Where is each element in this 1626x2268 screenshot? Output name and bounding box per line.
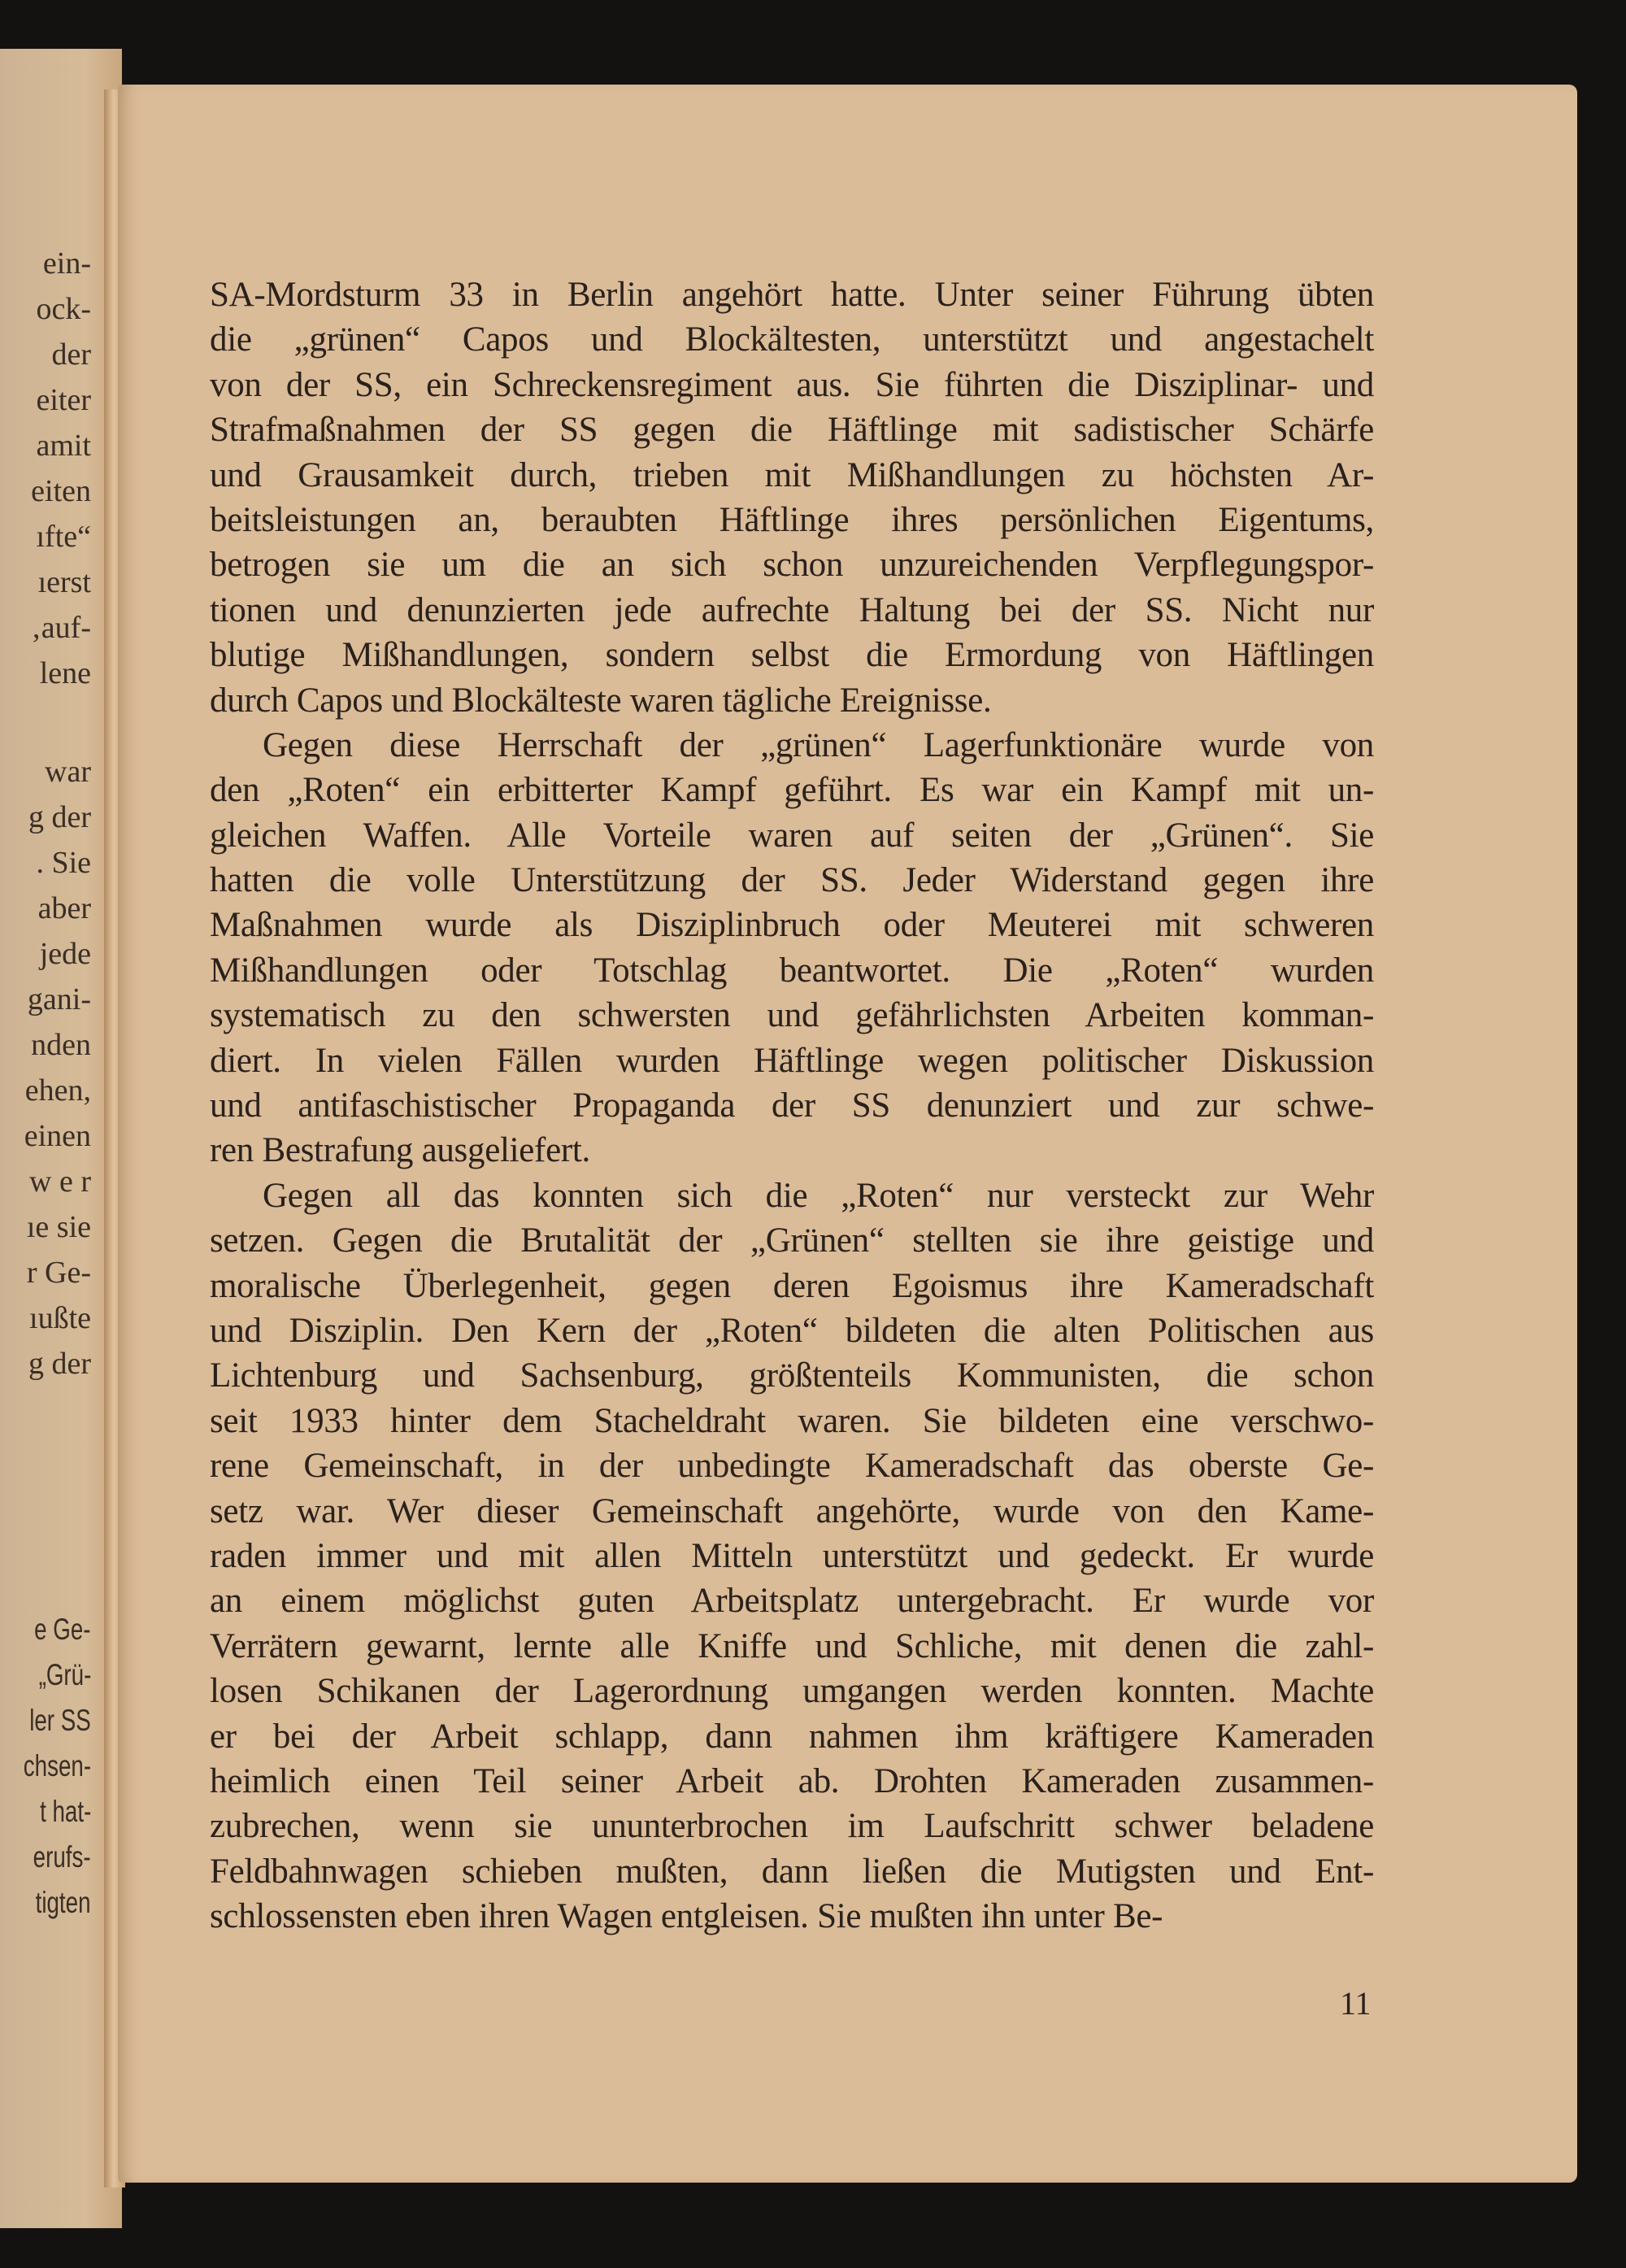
left-page-fragment: w e r [29,1164,91,1199]
text-line: losen Schikanen der Lagerordnung umgangen werden konnten. Machte [210,1672,1374,1711]
text-line: den „Roten“ ein erbitterter Kampf geführt. Es war ein Kampf mit un- [210,771,1374,810]
text-line: schlossensten eben ihren Wagen entgleisen. Sie mußten ihn unter Be- [210,1897,1163,1936]
left-page-fragment: ‚auf- [31,611,91,645]
paragraph [210,723,1374,1173]
text-line: Gegen diese Herrschaft der „grünen“ Lagerfunktionäre wurde von [263,725,1374,764]
left-page-fragment: ock- [36,292,91,326]
text-line: Strafmaßnahmen der SS gegen die Häftlinge mit sadistischer Schärfe [210,411,1374,450]
text-line: die „grünen“ Capos und Blockältesten, unterstützt und angestachelt [210,320,1374,359]
left-page-fragment: ler SS [29,1704,91,1737]
left-page-fragment: jede [39,937,91,971]
left-page-fragment: g der [28,1347,91,1381]
left-page-fragment: einen [24,1119,91,1153]
text-line: blutige Mißhandlungen, sondern selbst die Ermordung von Häftlingen [210,636,1374,675]
left-page-fragment: aber [37,891,91,925]
text-line: Feldbahnwagen schieben mußten, dann ließen die Mutigsten und Ent- [210,1852,1374,1891]
left-page-fragment: gani- [27,982,91,1016]
text-line: Verrätern gewarnt, lernte alle Kniffe und Schliche, mit denen die zahl- [210,1626,1374,1665]
left-page-fragment: lene [39,656,91,690]
text-line: Gegen all das konnten sich die „Roten“ nur versteckt zur Wehr [263,1176,1374,1215]
text-line: zubrechen, wenn sie ununterbrochen im Laufschritt schwer beladene [210,1807,1374,1846]
text-line: Maßnahmen wurde als Disziplinbruch oder Meuterei mit schweren [210,906,1374,945]
text-line: gleichen Waffen. Alle Vorteile waren auf seiten der „Grünen“. Sie [210,816,1374,855]
left-page-fragment: eiten [31,474,91,508]
page-number: 11 [1340,1985,1372,2022]
body-text [210,272,1374,1939]
text-line: ren Bestrafung ausgeliefert. [210,1131,590,1170]
text-line: diert. In vielen Fällen wurden Häftlinge wegen politischer Diskussion [210,1041,1374,1080]
left-page-fragment: amit [36,429,91,463]
text-line: setz war. Wer dieser Gemeinschaft angehörte, wurde von den Kame- [210,1491,1374,1530]
paragraph [210,1173,1374,1939]
text-line: beitsleistungen an, beraubten Häftlinge ihres persönlichen Eigentums, [210,500,1374,539]
left-page-fragment: r Ge- [26,1256,91,1290]
left-page-fragment: tigten [36,1886,91,1919]
left-page-fragment: g der [28,800,91,834]
left-page-fragment: nden [31,1028,91,1062]
text-line: an einem möglichst guten Arbeitsplatz untergebracht. Er wurde vor [210,1582,1374,1621]
text-line: systematisch zu den schwersten und gefährlichsten Arbeiten komman- [210,996,1374,1035]
text-line: raden immer und mit allen Mitteln unterstützt und gedeckt. Er wurde [210,1536,1374,1575]
left-page-fragment: chsen- [23,1749,91,1783]
left-page-fragment: ıußte [29,1301,91,1335]
text-line: seit 1933 hinter dem Stacheldraht waren. Sie bildeten eine verschwo- [210,1401,1374,1440]
text-line: Mißhandlungen oder Totschlag beantwortet. Die „Roten“ wurden [210,951,1374,990]
left-page-fragment: e Ge- [34,1613,91,1646]
text-line: hatten die volle Unterstützung der SS. Jeder Widerstand gegen ihre [210,861,1374,900]
text-line: und Disziplin. Den Kern der „Roten“ bildeten die alten Politischen aus [210,1311,1374,1350]
left-page-fragment: ıfte“ [36,520,91,554]
left-page-fragment: erufs- [33,1840,91,1874]
text-line: durch Capos und Blockälteste waren tägliche Ereignisse. [210,681,992,720]
text-line: tionen und denunzierten jede aufrechte Haltung bei der SS. Nicht nur [210,590,1374,629]
left-page-fragment: ein- [42,246,91,281]
text-line: rene Gemeinschaft, in der unbedingte Kameradschaft das oberste Ge- [210,1447,1374,1486]
left-page-fragment: ıerst [37,565,91,599]
text-line: von der SS, ein Schreckensregiment aus. Sie führten die Disziplinar- und [210,365,1374,404]
text-line: und antifaschistischer Propaganda der SS denunziert und zur schwe- [210,1086,1374,1125]
text-line: heimlich einen Teil seiner Arbeit ab. Drohten Kameraden zusammen- [210,1761,1374,1800]
paragraph [210,272,1374,723]
text-line: Lichtenburg und Sachsenburg, größtenteils Kommunisten, die schon [210,1356,1374,1395]
left-page-fragment: „Grü- [38,1658,91,1691]
text-line: SA-Mordsturm 33 in Berlin angehört hatte. Unter seiner Führung übten [210,276,1374,314]
left-page-fragment: t hat- [39,1795,91,1828]
left-page-fragment: . Sie [36,846,91,880]
text-line: er bei der Arbeit schlapp, dann nahmen ihm kräftigere Kameraden [210,1717,1374,1756]
left-page-fragment: war [45,755,91,789]
text-line: moralische Überlegenheit, gegen deren Egoismus ihre Kameradschaft [210,1266,1374,1305]
left-page-fragment: der [51,337,91,372]
text-line: setzen. Gegen die Brutalität der „Grünen“ stellten sie ihre geistige und [210,1221,1374,1260]
left-page-fragment: ehen, [24,1073,91,1108]
left-page-fragment: ıe sie [26,1210,91,1244]
text-line: betrogen sie um die an sich schon unzureichenden Verpflegungspor- [210,546,1374,585]
left-page-fragment: eiter [36,383,91,417]
text-line: und Grausamkeit durch, trieben mit Mißhandlungen zu höchsten Ar- [210,455,1374,494]
